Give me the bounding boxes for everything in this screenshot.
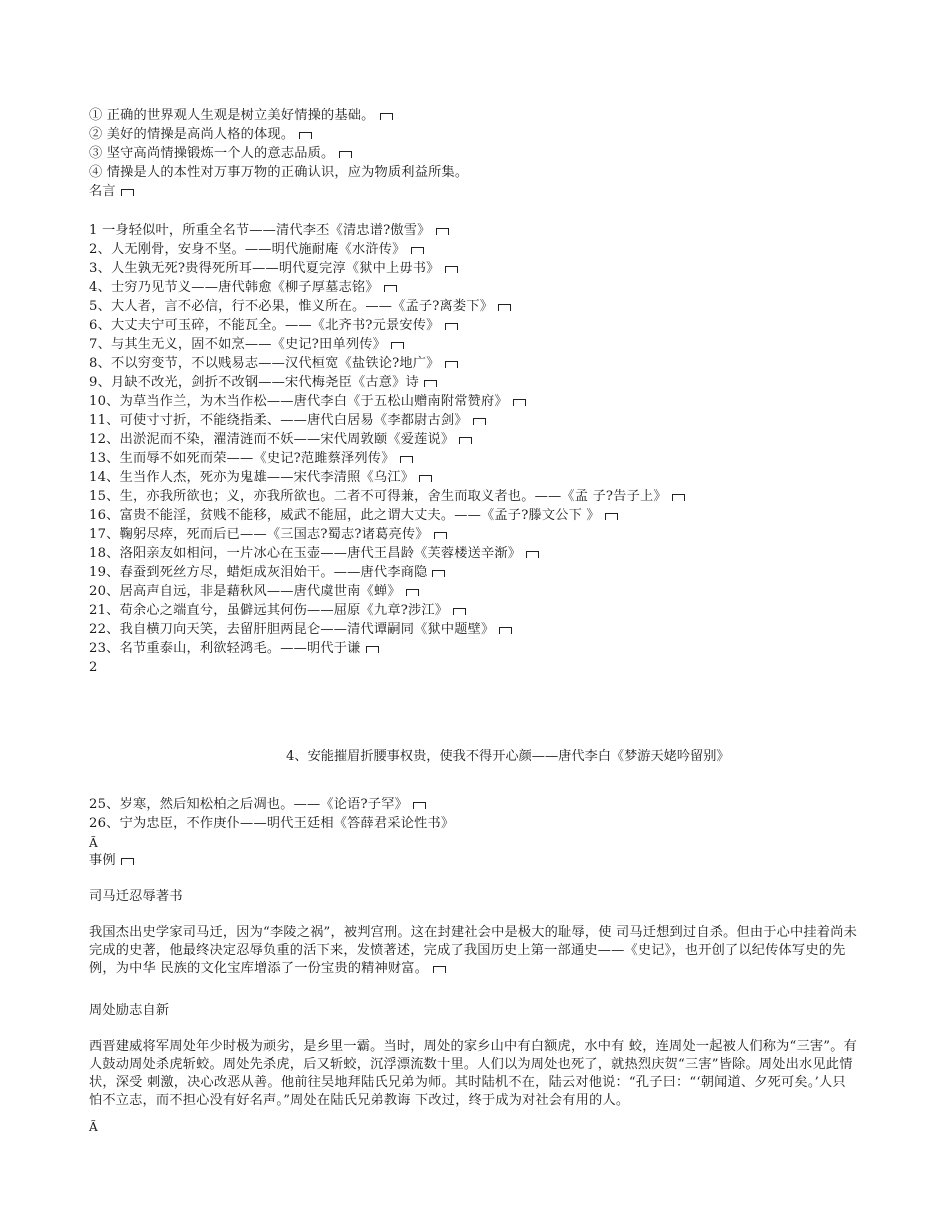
quote-item: 3、人生孰无死?贵得死所耳——明代夏完淳《狱中上毋书》: [89, 260, 458, 278]
quote-item: 17、鞠躬尽瘁，死而后已——《三国志?蜀志?诸葛亮传》: [89, 526, 447, 544]
return-mark-icon: [424, 380, 437, 387]
return-mark-icon: [605, 513, 618, 520]
quote-item: 2、人无刚骨，安身不坚。——明代施耐庵《水浒传》: [89, 241, 424, 259]
quote-item: 10、为草当作兰，为木当作松——唐代李白《于五松山赠南附常赞府》: [89, 393, 526, 411]
point-1: ① 正确的世界观人生观是树立美好情操的基础。: [89, 107, 393, 125]
return-mark-icon: [121, 858, 134, 865]
quote-item: 23、名节重泰山，利欲轻鸿毛。——明代于谦: [89, 640, 379, 658]
return-mark-icon: [513, 399, 526, 406]
return-mark-icon: [339, 151, 352, 158]
return-mark-icon: [121, 189, 134, 196]
point-4: ④ 情操是人的本性对万事万物的正确认识，应为物质利益所集。: [89, 165, 469, 180]
quote-item: 25、岁寒，然后知松柏之后凋也。——《论语?子罕》: [89, 796, 426, 814]
example-title: 周处励志自新: [89, 1003, 170, 1018]
point-3: ③ 坚守高尚情操锻炼一个人的意志品质。: [89, 145, 352, 163]
example-body: 西晋建威将军周处年少时极为顽劣，是乡里一霸。当时，周处的家乡山中有白额虎，水中有 蛟，连周处一起被人们称为“三害”。有人鼓动周处杀虎斩蛟。周处先杀虎，后又斩蛟，沉浮漂流数十里。人们以为周处也死了，就热烈庆贺“三害”皆除。周处出水见此情状，深受 刺激，决心改恶从善。他前往吴地拜陆氏兄弟为师。其时陆机不在，陆云对他说：“孔子曰：“‘朝闻道、夕死可矣。’人只怕不立志，而不担心没有好名声。”周处在陆氏兄弟教诲 下改过，终于成为对社会有用的人。: [89, 1039, 857, 1108]
quote-item: 19、春蚕到死丝方尽，蜡炬成灰泪始干。——唐代李商隐: [89, 564, 445, 582]
quote-item: 1 一身轻似叶，所重全名节——清代李丕《清忠谱?傲雪》: [89, 222, 449, 240]
quotes-heading: 名言: [89, 183, 134, 201]
quote-item: 16、富贵不能淫，贫贱不能移，威武不能屈，此之谓大丈夫。——《孟子?滕文公下 》: [89, 507, 618, 525]
return-mark-icon: [499, 627, 512, 634]
return-mark-icon: [445, 361, 458, 368]
return-mark-icon: [526, 551, 539, 558]
return-mark-icon: [445, 323, 458, 330]
return-mark-icon: [299, 132, 312, 139]
stray-character: Ã: [89, 1120, 98, 1134]
return-mark-icon: [411, 247, 424, 254]
return-mark-icon: [436, 228, 449, 235]
quote-item: 12、出淤泥而不染，濯清涟而不妖——宋代周敦颐《爱莲说》: [89, 431, 472, 449]
quote-item: 8、不以穷变节，不以贱易志——汉代桓宽《盐铁论?地广》: [89, 355, 458, 373]
return-mark-icon: [366, 646, 379, 653]
quote-item: 4、士穷乃见节义——唐代韩愈《柳子厚墓志铭》: [89, 279, 397, 297]
return-mark-icon: [391, 342, 404, 349]
quote-item: 26、宁为忠臣，不作庚仆——明代王廷相《答薛君采论性书》: [89, 816, 455, 831]
return-mark-icon: [406, 589, 419, 596]
examples-heading: 事例: [89, 852, 134, 870]
return-mark-icon: [380, 113, 393, 120]
quote-item: 22、我自横刀向天笑，去留肝胆两昆仑——清代谭嗣同《狱中题壁》: [89, 621, 512, 639]
return-mark-icon: [413, 802, 426, 809]
example-body: 我国杰出史学家司马迁，因为“李陵之祸”，被判宫刑。这在封建社会中是极大的耻辱，使 司马迁想到过自杀。但由于心中挂着尚未完成的史著，他最终决定忍辱负重的活下来，发愤著述，完成了我国历史上第一部通史——《史记》，也开创了以纪传体写史的先例，为中华 民族的文化宝库增添了一份宝贵的精神财富。: [89, 925, 857, 976]
quote-item: 6、大丈夫宁可玉碎，不能瓦全。——《北齐书?元景安传》: [89, 317, 458, 335]
quote-item: 20、居高声自远，非是藉秋风——唐代虞世南《蝉》: [89, 583, 419, 601]
quote-item: 11、可使寸寸折，不能绕指柔、——唐代白居易《李都尉古剑》: [89, 412, 486, 430]
quote-item: 9、月缺不改光，剑折不改钢——宋代梅尧臣《古意》诗: [89, 374, 437, 392]
quote-item: 21、苟余心之端直兮，虽僻远其何伤——屈原《九章?涉江》: [89, 602, 466, 620]
quote-item: 15、生，亦我所欲也；义，亦我所欲也。二者不可得兼，舍生而取义者也。——《孟 子?告子上》: [89, 488, 685, 506]
return-mark-icon: [432, 570, 445, 577]
return-mark-icon: [672, 494, 685, 501]
return-mark-icon: [473, 418, 486, 425]
quote-item: 14、生当作人杰，死亦为鬼雄——宋代李清照《乌江》: [89, 469, 432, 487]
return-mark-icon: [453, 608, 466, 615]
return-mark-icon: [384, 285, 397, 292]
return-mark-icon: [459, 437, 472, 444]
return-mark-icon: [400, 456, 413, 463]
example-title: 司马迁忍辱著书: [89, 889, 183, 904]
quote-item-24: 4、安能摧眉折腰事权贵，使我不得开心颜——唐代李白《梦游天姥吟留别》: [286, 749, 730, 764]
stray-character: Ã: [89, 836, 98, 850]
page-number: 2: [89, 660, 98, 675]
return-mark-icon: [433, 966, 446, 973]
return-mark-icon: [445, 266, 458, 273]
quote-item: 18、洛阳亲友如相问，一片冰心在玉壶——唐代王昌龄《芙蓉楼送辛渐》: [89, 545, 539, 563]
point-2: ② 美好的情操是高尚人格的体现。: [89, 126, 312, 144]
return-mark-icon: [419, 475, 432, 482]
quote-item: 5、大人者，言不必信，行不必果，惟义所在。——《孟子?离娄下》: [89, 298, 511, 316]
return-mark-icon: [434, 532, 447, 539]
quote-item: 7、与其生无义，固不如烹——《史记?田单列传》: [89, 336, 404, 354]
quote-item: 13、生而辱不如死而荣——《史记?范雎蔡泽列传》: [89, 450, 413, 468]
return-mark-icon: [498, 304, 511, 311]
